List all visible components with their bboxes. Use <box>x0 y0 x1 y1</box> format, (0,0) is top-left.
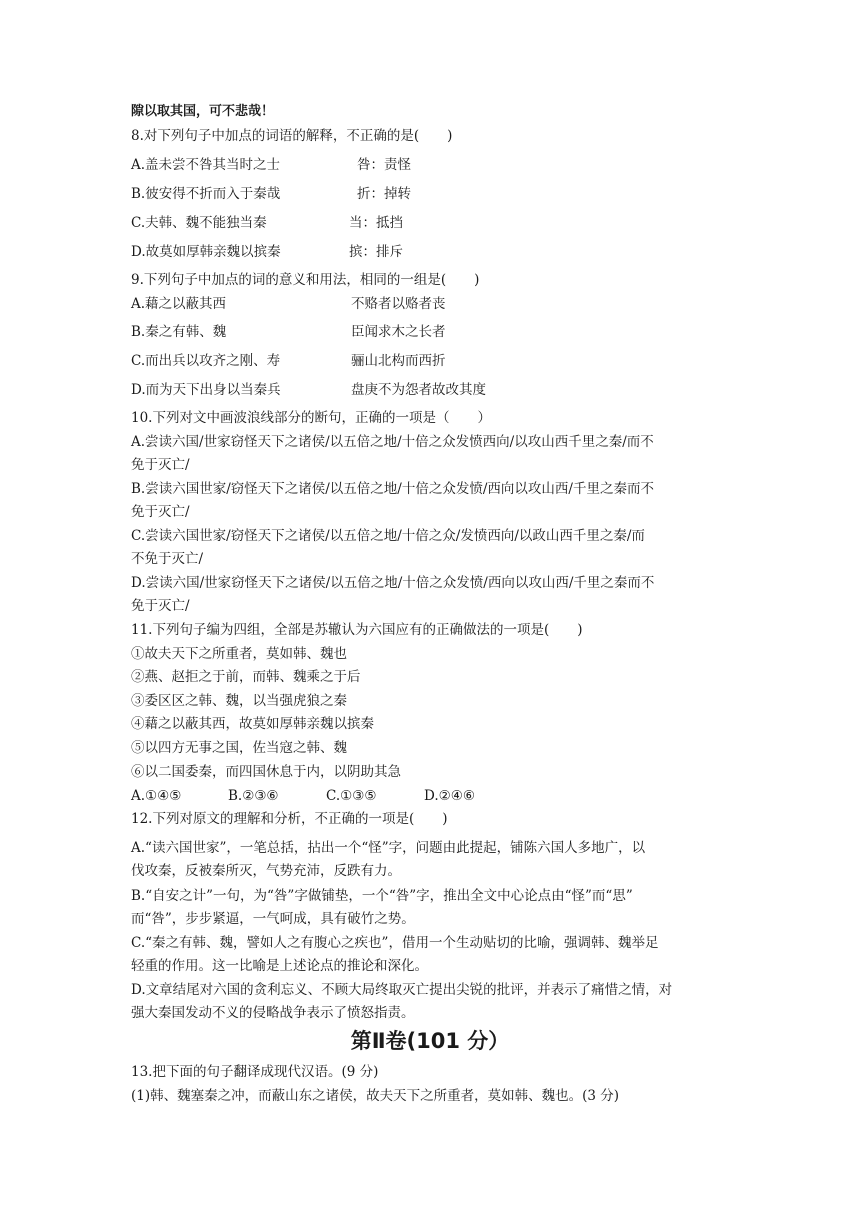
question-12-stem <box>131 810 448 828</box>
q9-option-b-compare: 臣闻求木之长者 <box>351 324 446 340</box>
q12-line: 而“咎”，步步紧逼，一气呵成，具有破竹之势。 <box>131 911 415 927</box>
q11-item: ①故夫天下之所重者，莫如韩、魏也 <box>131 646 347 662</box>
q8-option-a-gloss: 咎：责怪 <box>357 157 411 173</box>
q10-line: A.尝读六国/世家窃怪天下之诸侯/以五倍之地/十倍之众发愤西向/以攻山西千里之秦/而不 <box>131 434 654 450</box>
q10-line: 免于灭亡/ <box>131 504 190 520</box>
question-8-stem <box>131 127 452 145</box>
q8-option-a: A.盖未尝不咎其当时之士 <box>131 157 281 173</box>
q11-item: ⑤以四方无事之国，佐当寇之韩、魏 <box>131 740 347 756</box>
question-11-stem <box>131 621 583 639</box>
q10-line: B.尝读六国世家/窃怪天下之诸侯/以五倍之地/十倍之众发愤/西向以攻山西/千里之秦而不 <box>131 481 654 497</box>
q12-line: 强大秦国发动不义的侵略战争表示了愤怒指责。 <box>131 1005 415 1021</box>
q8-option-b-gloss: 折：掉转 <box>357 186 411 202</box>
question-12-close: ) <box>442 811 448 827</box>
q11-item: ②燕、赵拒之于前，而韩、魏乘之于后 <box>131 669 361 685</box>
q10-line: D.尝读六国/世家窃怪天下之诸侯/以五倍之地/十倍之众发愤/西向以攻山西/千里之秦而不 <box>131 575 655 591</box>
question-9-stem <box>131 271 479 289</box>
question-9-stem-text: 9.下列句子中加点的词的意义和用法，相同的一组是( <box>131 272 447 288</box>
q9-option-d: D.而为天下出身以当秦兵 <box>131 382 281 398</box>
question-10-stem-text: 10.下列对文中画波浪线部分的断句，正确的一项是（ <box>131 410 450 426</box>
question-9-close: ) <box>474 272 480 288</box>
section-title: 第Ⅱ卷(101 分） <box>350 1029 510 1053</box>
question-8-stem-text: 8.对下列句子中加点的词语的解释，不正确的是( <box>131 128 420 144</box>
q11-item: ④藉之以蔽其西，故莫如厚韩亲魏以摈秦 <box>131 716 374 732</box>
q9-option-a-compare: 不赂者以赂者丧 <box>351 296 446 312</box>
question-8-close: ) <box>447 128 453 144</box>
q8-option-b: B.彼安得不折而入于秦哉 <box>131 186 281 202</box>
top-fragment: 隙以取其国，可不悲哉！ <box>131 104 275 119</box>
q8-option-c: C.夫韩、魏不能独当秦 <box>131 215 267 231</box>
q11-choice-c: C.①③⑤ <box>326 788 377 804</box>
q8-option-c-gloss: 当：抵挡 <box>349 215 403 231</box>
question-10-stem <box>131 409 491 427</box>
q12-line: A.“读六国世家”，一笔总括，拈出一个“怪”字，问题由此提起，铺陈六国人多地广，以 <box>131 840 646 856</box>
question-10-close: ） <box>477 410 491 426</box>
question-11-close: ) <box>577 622 583 638</box>
q11-choice-b: B.②③⑥ <box>228 788 279 804</box>
q11-choice-d: D.②④⑥ <box>424 788 475 804</box>
q13-sub-1: (1)韩、魏塞秦之冲，而蔽山东之诸侯，故夫天下之所重者，莫如韩、魏也。(3 分) <box>131 1088 620 1104</box>
question-12-stem-text: 12.下列对原文的理解和分析，不正确的一项是( <box>131 811 415 827</box>
q9-option-d-compare: 盘庚不为怨者故改其度 <box>351 382 486 398</box>
q8-option-d-gloss: 摈：排斥 <box>349 244 403 260</box>
q9-option-c: C.而出兵以攻齐之刚、寿 <box>131 353 281 369</box>
q9-option-c-compare: 骊山北构而西折 <box>351 353 446 369</box>
q12-line: 轻重的作用。这一比喻是上述论点的推论和深化。 <box>131 958 428 974</box>
q9-option-b: B.秦之有韩、魏 <box>131 324 227 340</box>
q10-line: 不免于灭亡/ <box>131 551 204 567</box>
q12-line: C.“秦之有韩、魏，譬如人之有腹心之疾也”，借用一个生动贴切的比喻，强调韩、魏举足 <box>131 935 659 951</box>
q12-line: 伐攻秦，反被秦所灭，气势充沛，反跌有力。 <box>131 863 401 879</box>
q11-choice-a: A.①④⑤ <box>131 788 182 804</box>
q10-line: 免于灭亡/ <box>131 457 190 473</box>
q12-line: D.文章结尾对六国的贪利忘义、不顾大局终取灭亡提出尖锐的批评，并表示了痛惜之情，对 <box>131 982 673 998</box>
q12-line: B.“自安之计”一句，为“咎”字做铺垫，一个“咎”字，推出全文中心论点由“怪”而“思” <box>131 888 633 904</box>
question-11-stem-text: 11.下列句子编为四组，全部是苏辙认为六国应有的正确做法的一项是( <box>131 622 550 638</box>
q10-line: 免于灭亡/ <box>131 598 190 614</box>
q8-option-d: D.故莫如厚韩亲魏以摈秦 <box>131 244 281 260</box>
q11-item: ⑥以二国委秦，而四国休息于内，以阴助其急 <box>131 764 401 780</box>
q9-option-a: A.藉之以蔽其西 <box>131 296 227 312</box>
q11-item: ③委区区之韩、魏，以当强虎狼之秦 <box>131 693 347 709</box>
question-13-stem: 13.把下面的句子翻译成现代汉语。(9 分) <box>131 1064 379 1080</box>
q10-line: C.尝读六国世家/窃怪天下之诸侯/以五倍之地/十倍之众/发愤西向/以政山西千里之秦/而 <box>131 528 645 544</box>
